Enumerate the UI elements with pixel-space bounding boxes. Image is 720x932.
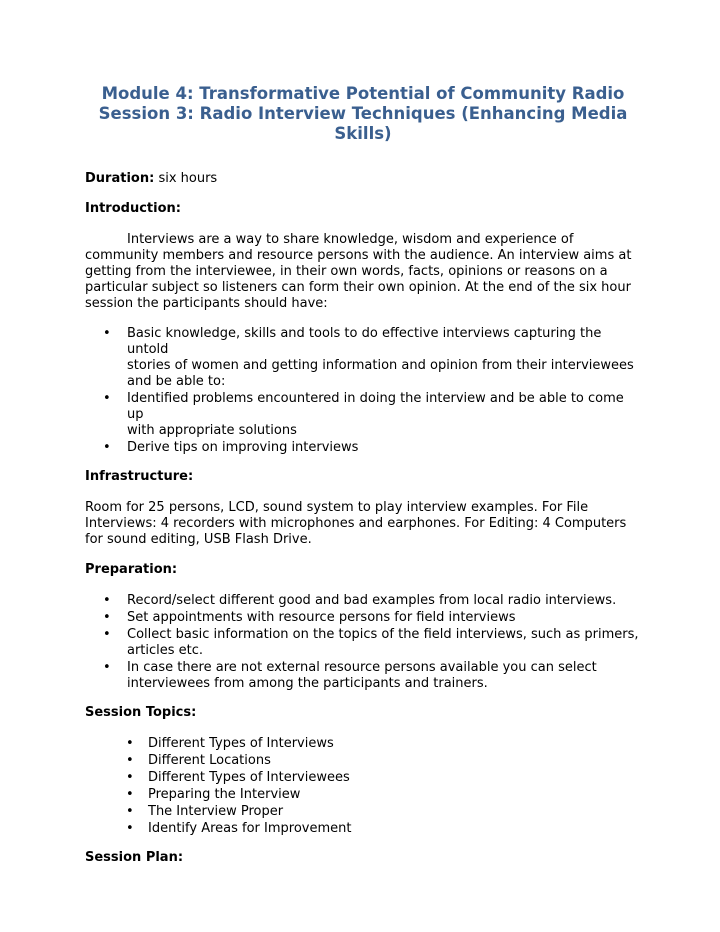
list-item-line: Set appointments with resource persons for field interviews [127, 610, 516, 625]
intro-line: getting from the interviewee, in their own words, facts, opinions or reasons on a [85, 264, 608, 279]
intro-line: session the participants should have: [85, 296, 328, 311]
list-item-line: interviewees from among the participants and trainers. [127, 676, 488, 691]
list-item [85, 770, 641, 786]
list-item-line: Preparing the Interview [148, 787, 301, 802]
list-item [85, 821, 641, 837]
bullet-icon: • [103, 610, 111, 625]
bullet-icon: • [126, 736, 134, 751]
list-item-line: Record/select different good and bad examples from local radio interviews. [127, 593, 617, 608]
intro-line: community members and resource persons with the audience. An interview aims at [85, 248, 632, 263]
list-item [85, 736, 641, 752]
introduction-bullet-list [85, 326, 641, 456]
duration-line [85, 171, 641, 187]
bullet-icon: • [126, 804, 134, 819]
infrastructure-paragraph [85, 500, 641, 548]
intro-line: particular subject so listeners can form their own opinion. At the end of the six hour [85, 280, 631, 295]
list-item [85, 627, 641, 659]
list-item-line: with appropriate solutions [127, 423, 297, 438]
list-item-line: Collect basic information on the topics of the field interviews, such as primers, [127, 627, 639, 642]
infrastructure-line: Interviews: 4 recorders with microphones and earphones. For Editing: 4 Computers [85, 516, 627, 531]
bullet-icon: • [103, 660, 111, 675]
title-line-2: Session 3: Radio Interview Techniques (Enhancing Media [98, 104, 628, 123]
title-line-3: Skills) [334, 124, 392, 143]
document-page [85, 84, 641, 866]
infrastructure-heading: Infrastructure: [85, 469, 194, 484]
list-item-line: Different Types of Interviews [148, 736, 334, 751]
list-item-line: In case there are not external resource persons available you can select [127, 660, 597, 675]
list-item-line: Different Types of Interviewees [148, 770, 350, 785]
list-item [85, 660, 641, 692]
bullet-icon: • [103, 593, 111, 608]
session-topics-heading: Session Topics: [85, 705, 197, 720]
bullet-icon: • [126, 770, 134, 785]
list-item-line: Different Locations [148, 753, 271, 768]
list-item [85, 610, 641, 626]
duration-value: six hours [158, 171, 218, 186]
list-item-line: The Interview Proper [148, 804, 284, 819]
infrastructure-line: Room for 25 persons, LCD, sound system to play interview examples. For File [85, 500, 589, 515]
preparation-heading: Preparation: [85, 562, 178, 577]
bullet-icon: • [126, 821, 134, 836]
introduction-paragraph [85, 232, 641, 312]
bullet-icon: • [103, 627, 111, 642]
list-item [85, 804, 641, 820]
bullet-icon: • [103, 440, 111, 455]
list-item [85, 593, 641, 609]
intro-line: Interviews are a way to share knowledge, wisdom and experience of [127, 232, 574, 247]
duration-label: Duration: [85, 171, 155, 186]
bullet-icon: • [126, 753, 134, 768]
list-item [85, 753, 641, 769]
bullet-icon: • [103, 326, 111, 341]
list-item-line: and be able to: [127, 374, 226, 389]
page-title [85, 84, 641, 144]
list-item-line: Identify Areas for Improvement [148, 821, 352, 836]
list-item-line: stories of women and getting information and opinion from their interviewees [127, 358, 634, 373]
session-topics-list [85, 736, 641, 837]
preparation-bullet-list [85, 593, 641, 692]
list-item-line: articles etc. [127, 643, 204, 658]
bullet-icon: • [126, 787, 134, 802]
list-item [85, 326, 641, 390]
list-item-line: Derive tips on improving interviews [127, 440, 359, 455]
list-item-line: Identified problems encountered in doing the interview and be able to come up [127, 391, 624, 422]
infrastructure-line: for sound editing, USB Flash Drive. [85, 532, 312, 547]
list-item [85, 440, 641, 456]
list-item [85, 787, 641, 803]
session-plan-heading: Session Plan: [85, 850, 184, 865]
bullet-icon: • [103, 391, 111, 406]
list-item [85, 391, 641, 439]
list-item-line: Basic knowledge, skills and tools to do effective interviews capturing the untold [127, 326, 602, 357]
introduction-heading: Introduction: [85, 201, 181, 216]
title-line-1: Module 4: Transformative Potential of Community Radio [101, 84, 625, 103]
